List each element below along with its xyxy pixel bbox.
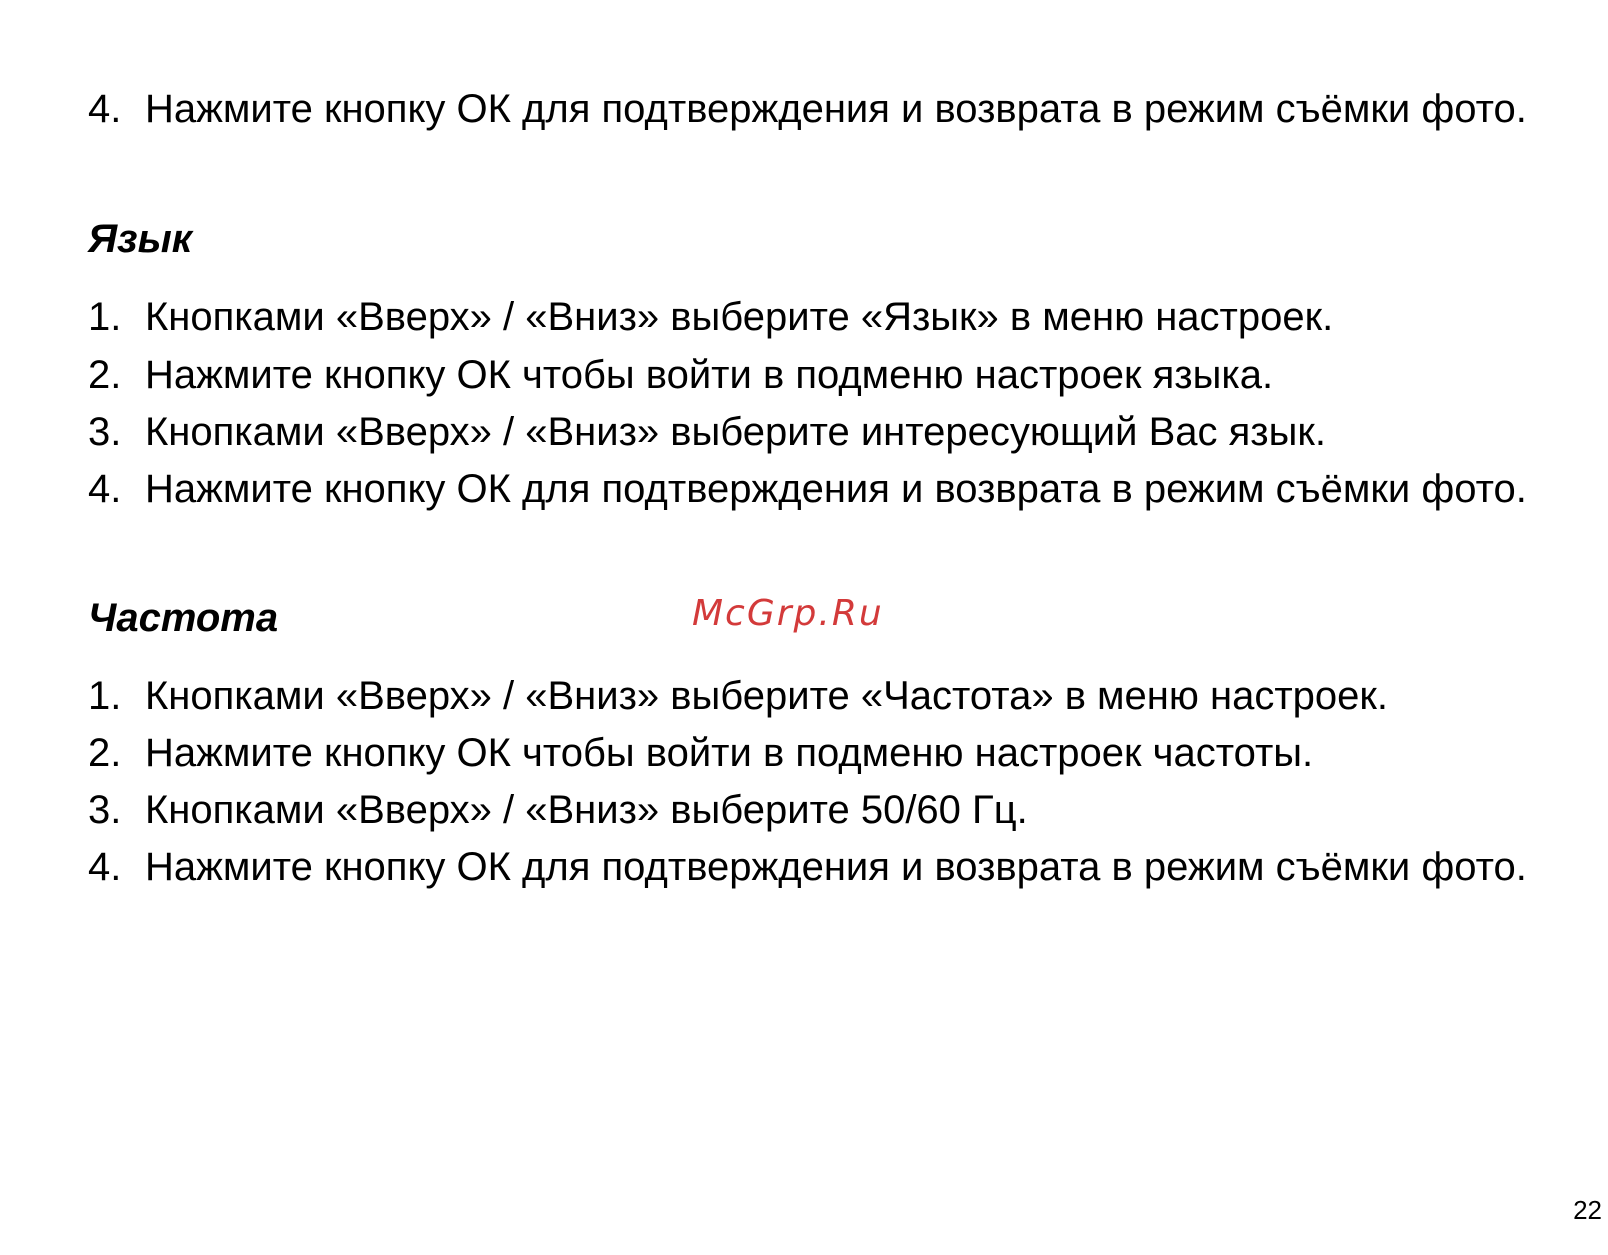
list-item-number: 4. bbox=[88, 87, 122, 131]
list-item bbox=[88, 346, 1588, 404]
list-item-number: 3. bbox=[88, 410, 122, 454]
list-item bbox=[88, 781, 1588, 839]
list-item-number: 4. bbox=[88, 845, 122, 889]
list-item bbox=[88, 80, 1588, 138]
list-item-number: 2. bbox=[88, 731, 122, 775]
list-item-number: 1. bbox=[88, 295, 122, 339]
list-item-text: Кнопками «Вверх» / «Вниз» выберите 50/60 Гц. bbox=[145, 788, 1028, 832]
list-item-text: Нажмите кнопку ОК для подтверждения и возврата в режим съёмки фото. bbox=[145, 87, 1527, 131]
list-item bbox=[88, 288, 1588, 346]
page-number: 22 bbox=[1573, 1195, 1602, 1225]
list-item bbox=[88, 724, 1588, 782]
list-item-text: Нажмите кнопку ОК для подтверждения и возврата в режим съёмки фото. bbox=[145, 845, 1527, 889]
list-item-number: 1. bbox=[88, 674, 122, 718]
list-item bbox=[88, 460, 1588, 518]
list-item-text: Нажмите кнопку ОК чтобы войти в подменю настроек частоты. bbox=[145, 731, 1314, 775]
list-item-number: 4. bbox=[88, 467, 122, 511]
list-item-text: Нажмите кнопку ОК чтобы войти в подменю настроек языка. bbox=[145, 353, 1274, 397]
list-item bbox=[88, 667, 1588, 725]
list-item-number: 2. bbox=[88, 353, 122, 397]
list-item-text: Кнопками «Вверх» / «Вниз» выберите «Язык» в меню настроек. bbox=[145, 295, 1334, 339]
list-item-text: Кнопками «Вверх» / «Вниз» выберите «Частота» в меню настроек. bbox=[145, 674, 1389, 718]
list-item bbox=[88, 403, 1588, 461]
list-item-number: 3. bbox=[88, 788, 122, 832]
list-item-text: Кнопками «Вверх» / «Вниз» выберите интересующий Вас язык. bbox=[145, 410, 1326, 454]
section-heading-language: Язык bbox=[88, 217, 193, 261]
list-item bbox=[88, 838, 1588, 896]
list-item-text: Нажмите кнопку ОК для подтверждения и возврата в режим съёмки фото. bbox=[145, 467, 1527, 511]
section-heading-frequency: Частота bbox=[88, 596, 279, 640]
watermark: McGrp.Ru bbox=[692, 593, 884, 634]
